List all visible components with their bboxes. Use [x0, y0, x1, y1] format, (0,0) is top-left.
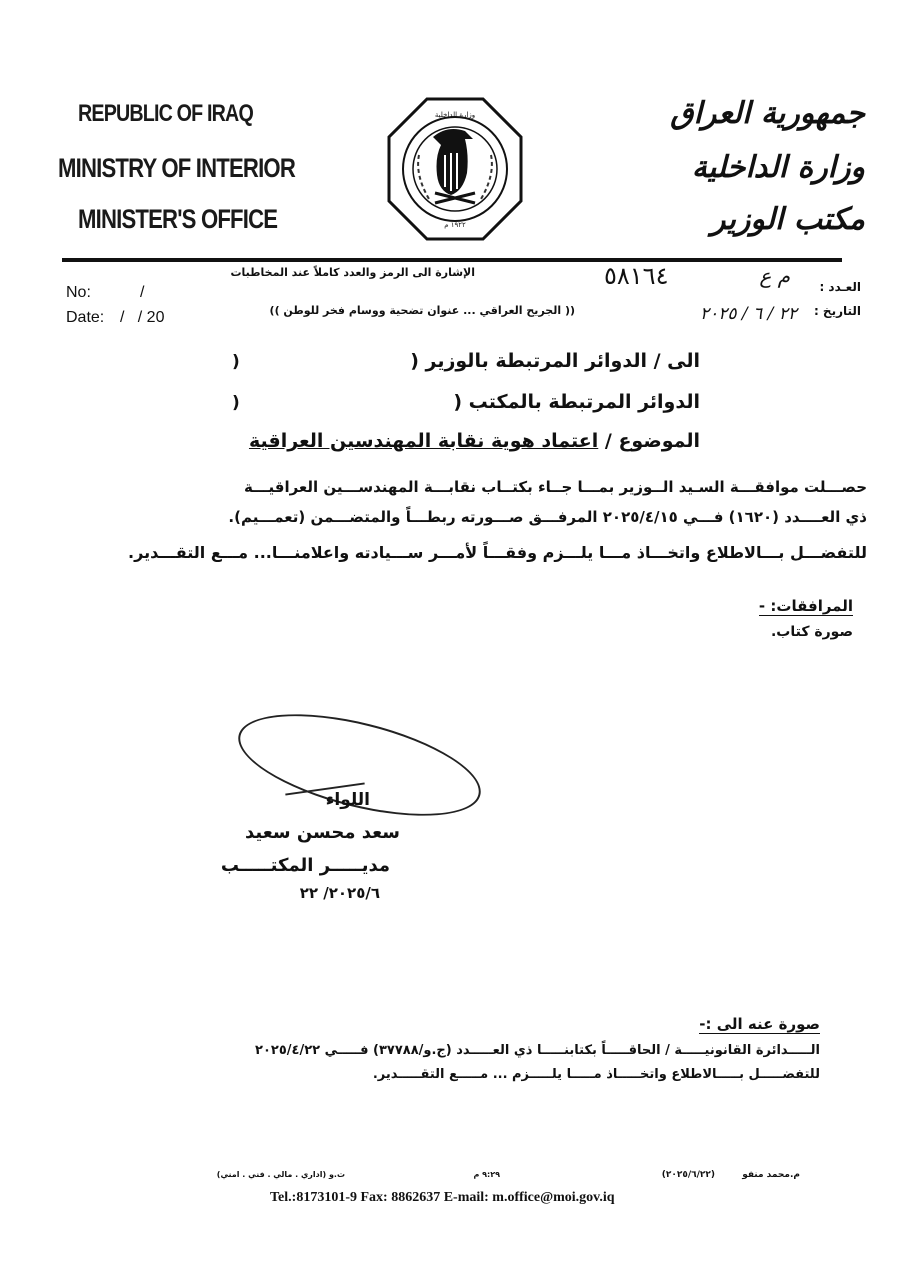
- copy-to-line-1: الـــــدائرة القانونيـــــة / الحاقـــــاً بكتابنـــــا ذي العـــــدد (ج.و/٣٧٧٨٨) فـــــي ٢٠٢٥/٤/٢٢: [255, 1043, 820, 1058]
- header-english-line-2: MINISTRY OF INTERIOR: [58, 153, 295, 183]
- body-line-3: للتفضـــل بـــالاطلاع واتخـــاذ مـــا يلـــزم وفقـــاً لأمـــر ســـيادته واعلامنـــا... مـــع التقـــدير.: [128, 543, 867, 562]
- typed-time: ٩:٢٩ م: [473, 1170, 500, 1179]
- emblem-label: وزارة الداخلية: [434, 111, 476, 119]
- ministry-emblem: [385, 95, 525, 243]
- header-arabic-line-1: جمهورية العراق: [670, 96, 865, 131]
- body-line-1: حصـــلت موافقـــة السـيد الــوزير بمـــا جــاء بكتــاب نقابـــة المهندســـين العراقيـــة: [244, 478, 867, 496]
- number-prefix: م ع: [759, 264, 790, 288]
- attachments-label-text: المرافقات: -: [758, 597, 853, 615]
- header-english-line-1: REPUBLIC OF IRAQ: [78, 100, 253, 127]
- signatory-title: مديـــــر المكتـــــب: [220, 855, 390, 876]
- recipients-line-2-close: ): [232, 393, 240, 413]
- contact-info: Tel.:8173101-9 Fax: 8862637 E-mail: m.office@moi.gov.iq: [270, 1190, 615, 1205]
- signature-rank: اللواء: [325, 790, 370, 810]
- header-english-line-3: MINISTER'S OFFICE: [78, 204, 278, 234]
- eagle-emblem-icon: [385, 95, 525, 243]
- no-value: /: [140, 284, 145, 301]
- copy-to-label-text: صورة عنه الى :-: [699, 1015, 820, 1033]
- header-arabic-line-3: مكتب الوزير: [711, 202, 865, 237]
- date-label: Date:: [66, 309, 105, 326]
- slogan: (( الجريح العراقي ... عنوان تضحية ووسام فخر للوطن )): [269, 304, 575, 317]
- subject-line: [249, 430, 700, 452]
- body-line-2: ذي العــــدد (١٦٢٠) فـــي ٢٠٢٥/٤/١٥ المرفـــق صـــورته ربطـــاً والمتضـــمن (تعمـــيم).: [228, 508, 867, 526]
- attachment-item: صورة كتاب.: [770, 624, 853, 640]
- date-ar-label: التاريخ :: [813, 304, 861, 318]
- date-value: / / 20: [120, 309, 165, 326]
- subject-label: الموضوع /: [604, 430, 700, 452]
- signatory-name: سعد محسن سعيد: [244, 822, 400, 843]
- distribution: ت.و (اداري . مالي . فني . امني): [216, 1170, 345, 1179]
- reference-note: الإشارة الى الرمز والعدد كاملاً عند المخاطبات: [230, 266, 475, 279]
- header-divider: [62, 258, 842, 262]
- copy-to-label: [699, 1015, 820, 1033]
- signature-scribble: [229, 694, 491, 836]
- recipients-line-1: الى / الدوائر المرتبطة بالوزير (: [410, 350, 700, 372]
- typed-date: (٢٠٢٥/٦/٢٢): [661, 1170, 715, 1180]
- copy-to-line-2: للتفضـــــل بـــــالاطلاع واتخـــــاذ مـــــا يلـــــزم ... مـــــع التقـــــدير.: [372, 1067, 820, 1082]
- number-label: العـدد :: [819, 280, 861, 294]
- no-label: No:: [66, 284, 91, 301]
- date-ar-value: ٢٢ / ٦ / ٢٠٢٥: [699, 304, 797, 324]
- document-number: ٥٨١٦٤: [604, 262, 669, 290]
- recipients-line-1-close: ): [232, 352, 240, 372]
- attachments-label: [759, 597, 853, 615]
- typist: م.محمد منفو: [742, 1170, 800, 1180]
- emblem-year: ١٩٢٢ م: [444, 221, 466, 229]
- subject-text: اعتماد هوية نقابة المهندسين العراقية: [248, 430, 599, 452]
- signature-date: ٢٠٢٥/٦/ ٢٢: [299, 884, 380, 902]
- recipients-line-2: الدوائر المرتبطة بالمكتب (: [453, 391, 700, 413]
- header-arabic-line-2: وزارة الداخلية: [691, 150, 865, 185]
